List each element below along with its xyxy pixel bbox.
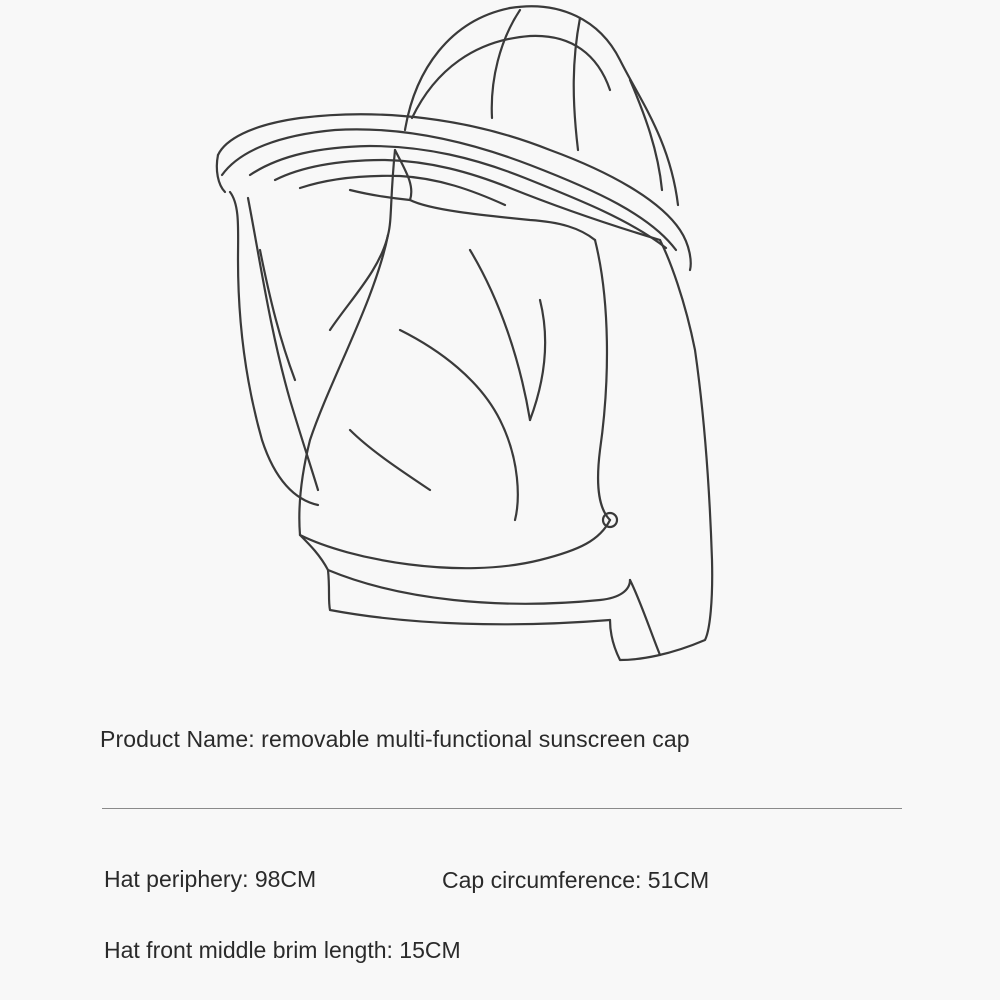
product-name-label: Product Name: removable multi-functional sunscreen cap <box>100 726 690 752</box>
spec-cap-circumference: Cap circumference: 51CM <box>442 867 710 893</box>
spec-brim-length: Hat front middle brim length: 15CM <box>104 937 461 963</box>
section-divider <box>102 808 902 809</box>
sunscreen-cap-illustration <box>200 0 720 680</box>
sunscreen-cap-icon <box>200 0 720 680</box>
spec-hat-periphery: Hat periphery: 98CM <box>104 866 317 892</box>
